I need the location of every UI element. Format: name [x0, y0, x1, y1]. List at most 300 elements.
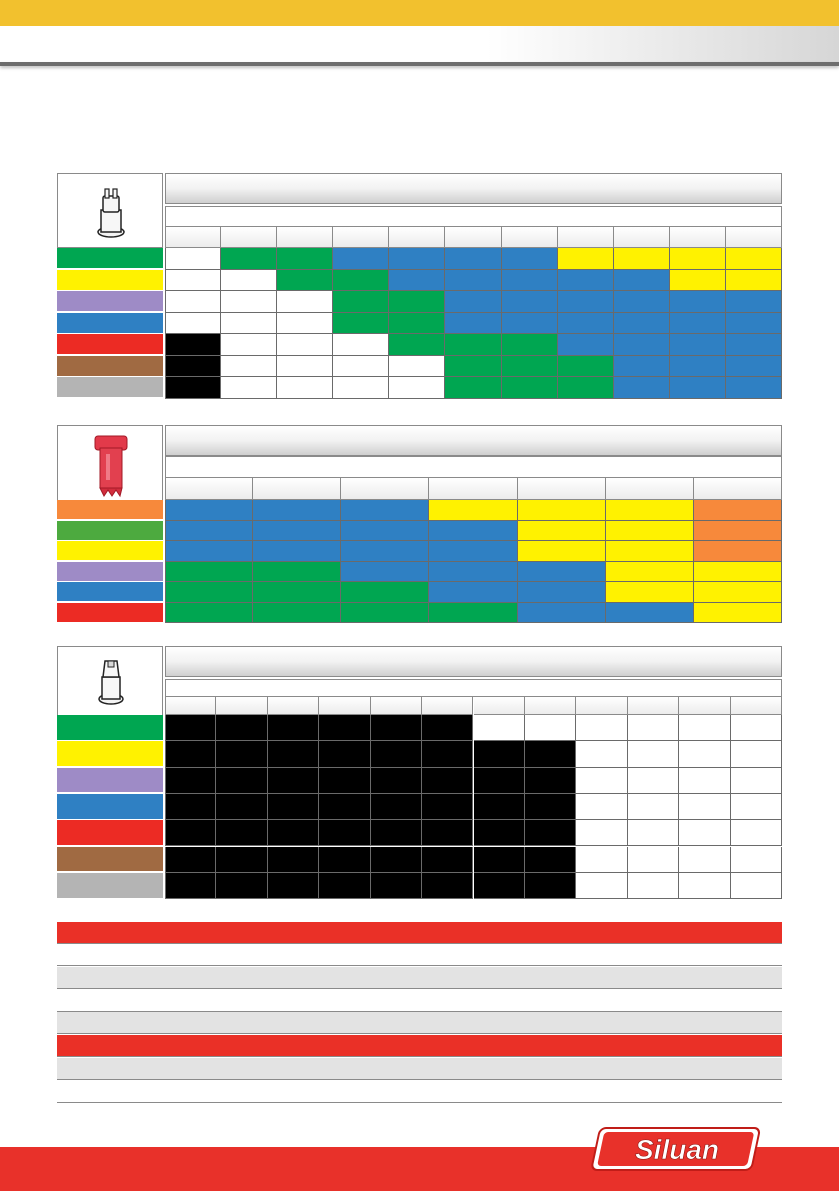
table-cell — [221, 313, 277, 335]
table-row — [57, 582, 782, 603]
table-cell — [341, 562, 429, 583]
table-cell — [670, 291, 726, 313]
table-cell — [525, 873, 576, 899]
table-cell — [277, 291, 333, 313]
table-cell — [253, 562, 341, 583]
table-cell — [576, 847, 627, 873]
table-cell — [731, 873, 782, 899]
table-cell — [576, 794, 627, 820]
table-cell — [558, 356, 614, 378]
column-header — [558, 227, 614, 248]
table-cell — [445, 356, 501, 378]
table-cell — [679, 741, 730, 767]
table-row — [57, 356, 782, 378]
table-cell — [694, 603, 782, 624]
table-cell — [341, 521, 429, 542]
table-cell — [558, 313, 614, 335]
column-header — [614, 227, 670, 248]
color-code-swatch — [57, 820, 163, 845]
table-cell — [502, 248, 558, 270]
table-cell — [694, 521, 782, 542]
table-cell — [333, 334, 389, 356]
table-row — [57, 334, 782, 356]
table-cell — [165, 291, 221, 313]
color-code-swatch — [57, 541, 163, 560]
header-title-bar — [0, 26, 839, 62]
table-row — [57, 248, 782, 270]
table-cell — [389, 270, 445, 292]
table-cell — [277, 270, 333, 292]
table-cell — [216, 873, 267, 899]
table-cell — [726, 248, 782, 270]
table-cell — [670, 313, 726, 335]
table-cell — [165, 270, 221, 292]
table-cell — [525, 794, 576, 820]
table-cell — [670, 270, 726, 292]
table-cell — [679, 768, 730, 794]
table-cell — [606, 562, 694, 583]
table-cell — [422, 820, 473, 846]
table-cell — [371, 847, 422, 873]
table-subheader — [165, 456, 782, 478]
table-cell — [268, 794, 319, 820]
color-code-swatch — [57, 248, 163, 268]
table-cell — [474, 794, 525, 820]
table-cell — [731, 794, 782, 820]
table-cell — [165, 603, 253, 624]
column-header — [221, 227, 277, 248]
table-cell — [731, 715, 782, 741]
table-cell — [165, 794, 216, 820]
color-code-swatch — [57, 521, 163, 540]
table-cell — [422, 873, 473, 899]
color-code-swatch — [57, 562, 163, 581]
table-cell — [165, 356, 221, 378]
table-cell — [502, 291, 558, 313]
nozzle-flat-white-icon — [58, 647, 164, 718]
table-cell — [606, 541, 694, 562]
table-cell — [165, 334, 221, 356]
table-cell — [429, 500, 517, 521]
table-cell — [576, 741, 627, 767]
siluan-logo — [585, 1124, 765, 1174]
table-cell — [165, 582, 253, 603]
nozzle-image-cell — [57, 173, 163, 248]
table-cell — [628, 873, 679, 899]
color-code-swatch — [57, 270, 163, 290]
table-cell — [694, 500, 782, 521]
table-cell — [576, 873, 627, 899]
table-cell — [319, 873, 370, 899]
table-cell — [268, 820, 319, 846]
table-cell — [216, 794, 267, 820]
table-cell — [268, 847, 319, 873]
table-cell — [371, 873, 422, 899]
column-header — [389, 227, 445, 248]
table-cell — [726, 313, 782, 335]
table-row — [57, 873, 782, 899]
table-cell — [606, 500, 694, 521]
header-divider — [0, 62, 839, 66]
table-cell — [558, 291, 614, 313]
table-cell — [445, 313, 501, 335]
table-cell — [422, 794, 473, 820]
notes-row — [57, 1035, 782, 1057]
table-cell — [518, 562, 606, 583]
table-cell — [333, 248, 389, 270]
table-cell — [614, 334, 670, 356]
nozzle-image-cell — [57, 646, 163, 717]
column-header — [502, 227, 558, 248]
table-cell — [502, 377, 558, 399]
table-cell — [726, 334, 782, 356]
column-header — [253, 478, 341, 500]
header-band — [0, 0, 839, 26]
table-subheader — [165, 206, 782, 227]
table-cell — [277, 313, 333, 335]
color-code-swatch — [57, 873, 163, 898]
table-cell — [371, 820, 422, 846]
table-row — [57, 500, 782, 521]
table-cell — [341, 500, 429, 521]
table-row — [57, 794, 782, 820]
table-cell — [268, 873, 319, 899]
table-cell — [518, 521, 606, 542]
column-header — [694, 478, 782, 500]
table-cell — [502, 270, 558, 292]
table-cell — [606, 603, 694, 624]
column-header — [268, 697, 319, 715]
column-header — [628, 697, 679, 715]
table-cell — [525, 741, 576, 767]
table-cell — [341, 603, 429, 624]
color-code-swatch — [57, 603, 163, 622]
table-cell — [253, 521, 341, 542]
table-cell — [165, 377, 221, 399]
table-cell — [165, 873, 216, 899]
table-cell — [333, 377, 389, 399]
table-cell — [614, 356, 670, 378]
table-cell — [389, 356, 445, 378]
table-cell — [576, 820, 627, 846]
table-cell — [502, 334, 558, 356]
table-cell — [221, 377, 277, 399]
table-cell — [422, 741, 473, 767]
table-cell — [558, 334, 614, 356]
table-cell — [518, 582, 606, 603]
table-cell — [502, 313, 558, 335]
table-cell — [518, 603, 606, 624]
table-cell — [253, 582, 341, 603]
table-cell — [319, 741, 370, 767]
table-cell — [628, 794, 679, 820]
column-header — [576, 697, 627, 715]
table-cell — [628, 715, 679, 741]
table-cell — [628, 820, 679, 846]
table-cell — [389, 313, 445, 335]
color-code-swatch — [57, 377, 163, 397]
table-cell — [445, 248, 501, 270]
table-cell — [389, 291, 445, 313]
table-cell — [628, 741, 679, 767]
table-cell — [502, 356, 558, 378]
table-cell — [389, 377, 445, 399]
notes-row — [57, 990, 782, 1012]
table-cell — [731, 847, 782, 873]
table-cell — [429, 582, 517, 603]
table-cell — [445, 334, 501, 356]
table-cell — [731, 820, 782, 846]
color-code-swatch — [57, 741, 163, 766]
table-cell — [429, 603, 517, 624]
table-cell — [371, 715, 422, 741]
table-cell — [253, 603, 341, 624]
color-code-swatch — [57, 334, 163, 354]
table-cell — [525, 768, 576, 794]
table-row — [57, 270, 782, 292]
table-cell — [576, 715, 627, 741]
table-cell — [614, 291, 670, 313]
table-cell — [277, 377, 333, 399]
table-cell — [221, 334, 277, 356]
table-cell — [319, 820, 370, 846]
color-code-swatch — [57, 291, 163, 311]
table-cell — [221, 270, 277, 292]
column-header — [165, 697, 216, 715]
table-cell — [614, 248, 670, 270]
column-header — [333, 227, 389, 248]
table-row — [57, 541, 782, 562]
color-code-swatch — [57, 715, 163, 740]
notes-row — [57, 922, 782, 944]
table-cell — [165, 741, 216, 767]
table-cell — [518, 500, 606, 521]
table-cell — [319, 768, 370, 794]
column-header — [518, 478, 606, 500]
table-cell — [165, 847, 216, 873]
column-header — [165, 227, 221, 248]
table-cell — [165, 715, 216, 741]
table-cell — [371, 794, 422, 820]
table-cell — [268, 715, 319, 741]
table-cell — [474, 847, 525, 873]
table-cell — [165, 768, 216, 794]
table-cell — [333, 291, 389, 313]
nozzle-white-icon — [58, 174, 164, 249]
table-header-bar — [165, 425, 782, 456]
table-cell — [670, 334, 726, 356]
table-cell — [614, 377, 670, 399]
table-cell — [726, 356, 782, 378]
table-cell — [221, 291, 277, 313]
table-cell — [445, 270, 501, 292]
table-cell — [445, 291, 501, 313]
notes-row — [57, 967, 782, 989]
table-cell — [165, 248, 221, 270]
table-cell — [731, 741, 782, 767]
column-header — [165, 478, 253, 500]
table-cell — [474, 741, 525, 767]
table-cell — [216, 715, 267, 741]
table-cell — [268, 741, 319, 767]
table-cell — [518, 541, 606, 562]
table-cell — [576, 768, 627, 794]
table-cell — [333, 270, 389, 292]
table-cell — [679, 847, 730, 873]
table-row — [57, 603, 782, 624]
table-cell — [474, 715, 525, 741]
table-cell — [341, 582, 429, 603]
table-cell — [525, 847, 576, 873]
table-row — [57, 741, 782, 767]
color-code-swatch — [57, 582, 163, 601]
table-cell — [165, 521, 253, 542]
table-cell — [165, 562, 253, 583]
column-header — [606, 478, 694, 500]
table-row — [57, 562, 782, 583]
table-cell — [319, 715, 370, 741]
column-header — [474, 697, 525, 715]
table-cell — [726, 291, 782, 313]
color-code-swatch — [57, 356, 163, 376]
table-cell — [319, 794, 370, 820]
table-cell — [165, 313, 221, 335]
table-cell — [614, 313, 670, 335]
table-cell — [253, 500, 341, 521]
table-cell — [371, 741, 422, 767]
table-row — [57, 377, 782, 399]
table-cell — [216, 741, 267, 767]
table-cell — [216, 820, 267, 846]
table-cell — [333, 356, 389, 378]
column-header — [445, 227, 501, 248]
column-header — [341, 478, 429, 500]
table-cell — [371, 768, 422, 794]
table-cell — [525, 715, 576, 741]
table-cell — [558, 377, 614, 399]
table-row — [57, 291, 782, 313]
table-cell — [670, 377, 726, 399]
color-code-swatch — [57, 313, 163, 333]
color-code-swatch — [57, 847, 163, 872]
table-cell — [474, 768, 525, 794]
table-cell — [333, 313, 389, 335]
nozzle-image-cell — [57, 425, 163, 502]
table-cell — [389, 248, 445, 270]
table-row — [57, 768, 782, 794]
table-cell — [422, 715, 473, 741]
table-row — [57, 521, 782, 542]
table-cell — [726, 270, 782, 292]
table-cell — [726, 377, 782, 399]
table-cell — [165, 541, 253, 562]
table-cell — [341, 541, 429, 562]
table-cell — [558, 270, 614, 292]
table-cell — [731, 768, 782, 794]
notes-row — [57, 1058, 782, 1080]
column-header — [726, 227, 782, 248]
column-header — [277, 227, 333, 248]
table-cell — [216, 768, 267, 794]
table-cell — [670, 248, 726, 270]
table-cell — [221, 356, 277, 378]
table-cell — [558, 248, 614, 270]
column-header — [670, 227, 726, 248]
column-header — [731, 697, 782, 715]
table-cell — [474, 820, 525, 846]
table-cell — [628, 768, 679, 794]
nozzle-table-3 — [57, 646, 782, 904]
table-cell — [628, 847, 679, 873]
color-code-swatch — [57, 768, 163, 793]
notes-row — [57, 944, 782, 966]
table-row — [57, 715, 782, 741]
table-row — [57, 313, 782, 335]
table-row — [57, 820, 782, 846]
nozzle-table-1 — [57, 173, 782, 403]
table-cell — [429, 562, 517, 583]
table-cell — [389, 334, 445, 356]
table-subheader — [165, 679, 782, 697]
table-cell — [606, 521, 694, 542]
table-cell — [606, 582, 694, 603]
table-cell — [429, 521, 517, 542]
table-cell — [679, 873, 730, 899]
notes-table — [57, 922, 782, 1104]
table-cell — [679, 820, 730, 846]
color-code-swatch — [57, 500, 163, 519]
table-cell — [216, 847, 267, 873]
table-cell — [268, 768, 319, 794]
table-cell — [221, 248, 277, 270]
table-cell — [694, 541, 782, 562]
table-cell — [679, 794, 730, 820]
table-row — [57, 847, 782, 873]
table-cell — [422, 847, 473, 873]
color-code-swatch — [57, 794, 163, 819]
table-cell — [277, 248, 333, 270]
table-cell — [165, 500, 253, 521]
table-cell — [614, 270, 670, 292]
table-cell — [694, 562, 782, 583]
column-header — [679, 697, 730, 715]
column-header — [422, 697, 473, 715]
table-cell — [474, 873, 525, 899]
table-cell — [670, 356, 726, 378]
column-header — [371, 697, 422, 715]
table-cell — [694, 582, 782, 603]
logo-text: Siluan — [634, 1134, 720, 1165]
notes-row — [57, 1081, 782, 1103]
column-header — [429, 478, 517, 500]
notes-row — [57, 1012, 782, 1034]
table-header-bar — [165, 173, 782, 204]
column-header — [525, 697, 576, 715]
table-cell — [525, 820, 576, 846]
table-cell — [277, 334, 333, 356]
table-cell — [679, 715, 730, 741]
table-header-bar — [165, 646, 782, 677]
column-header — [216, 697, 267, 715]
table-cell — [429, 541, 517, 562]
table-cell — [165, 820, 216, 846]
table-cell — [319, 847, 370, 873]
nozzle-red-icon — [58, 426, 164, 503]
table-cell — [277, 356, 333, 378]
table-cell — [253, 541, 341, 562]
table-cell — [422, 768, 473, 794]
column-header — [319, 697, 370, 715]
